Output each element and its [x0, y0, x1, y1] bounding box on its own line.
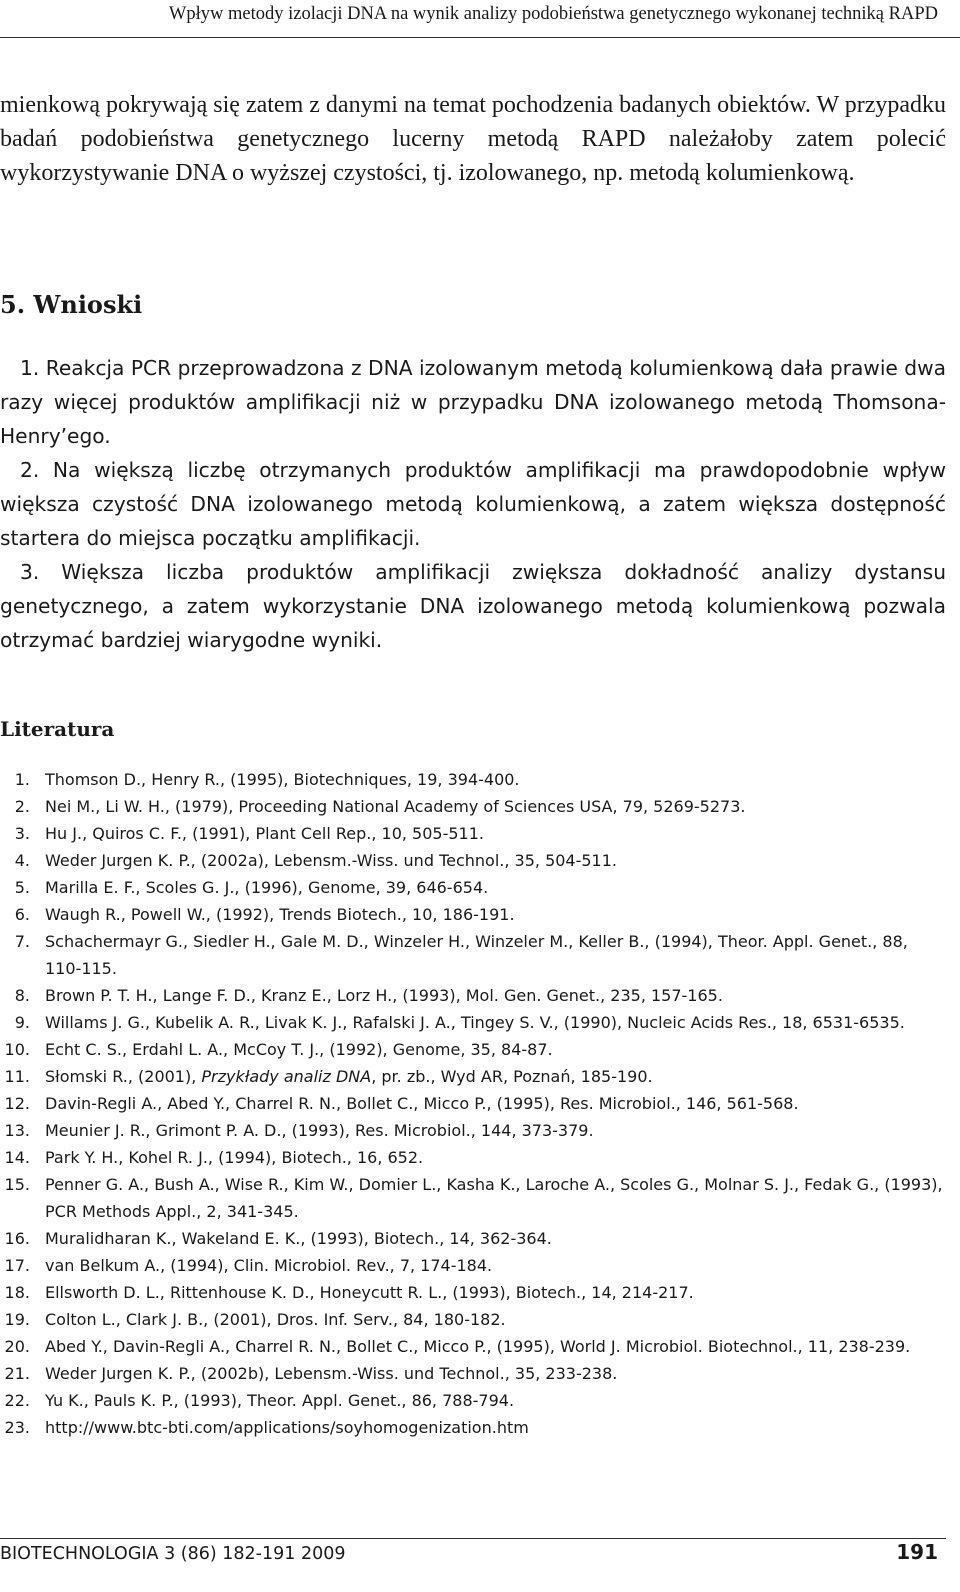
reference-text: Abed Y., Davin-Regli A., Charrel R. N., Bollet C., Micco P., (1995), World J. Microbiol. Biotechnol., 11, 238-239.: [45, 1337, 911, 1356]
reference-text: Nei M., Li W. H., (1979), Proceeding National Academy of Sciences USA, 79, 5269-5273.: [45, 797, 746, 816]
reference-item: [0, 1171, 946, 1225]
reference-item: [0, 928, 946, 982]
reference-number: 12.: [4, 1094, 30, 1113]
reference-item: [0, 1225, 946, 1252]
reference-number: 20.: [4, 1337, 30, 1356]
reference-text: Brown P. T. H., Lange F. D., Kranz E., Lorz H., (1993), Mol. Gen. Genet., 235, 157-165.: [45, 986, 723, 1005]
conclusion-item: 1. Reakcja PCR przeprowadzona z DNA izolowanym metodą kolumienkową dała prawie dwa razy więcej produktów amplifikacji niż w przypadku DNA izolowanego metodą Thomsona-Henry’ego.: [0, 356, 946, 448]
journal-citation: BIOTECHNOLOGIA 3 (86) 182-191 2009: [0, 1544, 346, 1564]
reference-number: 8.: [14, 986, 30, 1005]
reference-text: Park Y. H., Kohel R. J., (1994), Biotech., 16, 652.: [45, 1148, 424, 1167]
reference-text: Weder Jurgen K. P., (2002a), Lebensm.-Wiss. und Technol., 35, 504-511.: [45, 851, 617, 870]
reference-text: Davin-Regli A., Abed Y., Charrel R. N., Bollet C., Micco P., (1995), Res. Microbiol., 146, 561-568.: [45, 1094, 799, 1113]
reference-number: 5.: [14, 878, 30, 897]
reference-item: [0, 1090, 946, 1117]
reference-list: [0, 766, 946, 1441]
reference-text: Yu K., Pauls K. P., (1993), Theor. Appl. Genet., 86, 788-794.: [45, 1391, 515, 1410]
reference-item: [0, 1279, 946, 1306]
reference-item: [0, 1414, 946, 1441]
reference-number: 15.: [4, 1175, 30, 1194]
reference-number: 1.: [14, 770, 30, 789]
reference-text: Ellsworth D. L., Rittenhouse K. D., Honeycutt R. L., (1993), Biotech., 14, 214-217.: [45, 1283, 694, 1302]
reference-text: http://www.btc-bti.com/applications/soyhomogenization.htm: [45, 1418, 529, 1437]
reference-text: Weder Jurgen K. P., (2002b), Lebensm.-Wiss. und Technol., 35, 233-238.: [45, 1364, 618, 1383]
reference-text: Meunier J. R., Grimont P. A. D., (1993), Res. Microbiol., 144, 373-379.: [45, 1121, 594, 1140]
reference-number: 6.: [14, 905, 30, 924]
conclusions: [0, 351, 946, 657]
reference-text: , pr. zb., Wyd AR, Poznań, 185-190.: [371, 1067, 653, 1086]
reference-number: 18.: [4, 1283, 30, 1302]
reference-item: [0, 1144, 946, 1171]
reference-text: Słomski R., (2001),: [45, 1067, 202, 1086]
reference-item: [0, 1360, 946, 1387]
running-head: Wpływ metody izolacji DNA na wynik analizy podobieństwa genetycznego wykonanej techniką RAPD: [0, 0, 960, 38]
reference-number: 19.: [4, 1310, 30, 1329]
reference-item: [0, 901, 946, 928]
reference-text: Willams J. G., Kubelik A. R., Livak K. J., Rafalski J. A., Tingey S. V., (1990), Nucleic Acids Res., 18, 6531-6535.: [45, 1013, 905, 1032]
reference-item: [0, 820, 946, 847]
reference-number: 10.: [4, 1040, 30, 1059]
page-number: 191: [896, 1540, 938, 1564]
reference-item: [0, 874, 946, 901]
reference-item: [0, 1333, 946, 1360]
reference-item: [0, 1036, 946, 1063]
reference-text: Hu J., Quiros C. F., (1991), Plant Cell Rep., 10, 505-511.: [45, 824, 484, 843]
reference-item: [0, 1117, 946, 1144]
reference-number: 13.: [4, 1121, 30, 1140]
reference-number: 11.: [4, 1067, 30, 1086]
literature-heading: Literatura: [0, 717, 115, 741]
reference-item: [0, 1252, 946, 1279]
reference-number: 3.: [14, 824, 30, 843]
reference-number: 9.: [14, 1013, 30, 1032]
reference-text: Colton L., Clark J. B., (2001), Dros. Inf. Serv., 84, 180-182.: [45, 1310, 506, 1329]
reference-number: 16.: [4, 1229, 30, 1248]
reference-number: 17.: [4, 1256, 30, 1275]
reference-number: 22.: [4, 1391, 30, 1410]
reference-text: Echt C. S., Erdahl L. A., McCoy T. J., (1992), Genome, 35, 84-87.: [45, 1040, 553, 1059]
reference-text: Waugh R., Powell W., (1992), Trends Biotech., 10, 186-191.: [45, 905, 515, 924]
reference-item: [0, 1009, 946, 1036]
reference-text: van Belkum A., (1994), Clin. Microbiol. Rev., 7, 174-184.: [45, 1256, 493, 1275]
reference-item: [0, 793, 946, 820]
reference-title-italic: Przykłady analiz DNA: [201, 1067, 372, 1086]
reference-item: [0, 982, 946, 1009]
reference-number: 7.: [14, 932, 30, 951]
footer-divider: [0, 1538, 946, 1539]
intro-paragraph: mienkową pokrywają się zatem z danymi na temat pochodzenia badanych obiektów. W przypadku badań podobieństwa genetycznego lucerny metodą RAPD należałoby zatem polecić wykorzystywanie DNA o wyższej czystości, tj. izolowanego, np. metodą kolumienkową.: [0, 92, 946, 186]
reference-item: [0, 1306, 946, 1333]
reference-text: Thomson D., Henry R., (1995), Biotechniques, 19, 394-400.: [45, 770, 520, 789]
reference-text: Penner G. A., Bush A., Wise R., Kim W., Domier L., Kasha K., Laroche A., Scoles G., Molnar S. J., Fedak G., (1993), PCR Methods Appl., 2, 341-345.: [45, 1175, 943, 1221]
conclusion-item: 2. Na większą liczbę otrzymanych produktów amplifikacji ma prawdopodobnie wpływ większa czystość DNA izolowanego metodą kolumienkową, a zatem większa dostępność startera do miejsca początku amplifikacji.: [0, 458, 946, 550]
reference-item: [0, 847, 946, 874]
reference-number: 4.: [14, 851, 30, 870]
section-heading: 5. Wnioski: [0, 290, 143, 319]
conclusion-item: 3. Większa liczba produktów amplifikacji zwiększa dokładność analizy dystansu genetycznego, a zatem wykorzystanie DNA izolowanego metodą kolumienkową pozwala otrzymać bardziej wiarygodne wyniki.: [0, 560, 946, 652]
reference-number: 21.: [4, 1364, 30, 1383]
reference-text: Marilla E. F., Scoles G. J., (1996), Genome, 39, 646-654.: [45, 878, 489, 897]
reference-item: [0, 766, 946, 793]
reference-number: 2.: [14, 797, 30, 816]
reference-text: Muralidharan K., Wakeland E. K., (1993), Biotech., 14, 362-364.: [45, 1229, 552, 1248]
reference-number: 14.: [4, 1148, 30, 1167]
reference-number: 23.: [4, 1418, 30, 1437]
reference-item: [0, 1063, 946, 1090]
reference-item: [0, 1387, 946, 1414]
reference-text: Schachermayr G., Siedler H., Gale M. D., Winzeler H., Winzeler M., Keller B., (1994), Theor. Appl. Genet., 88, 110-115.: [45, 932, 908, 978]
